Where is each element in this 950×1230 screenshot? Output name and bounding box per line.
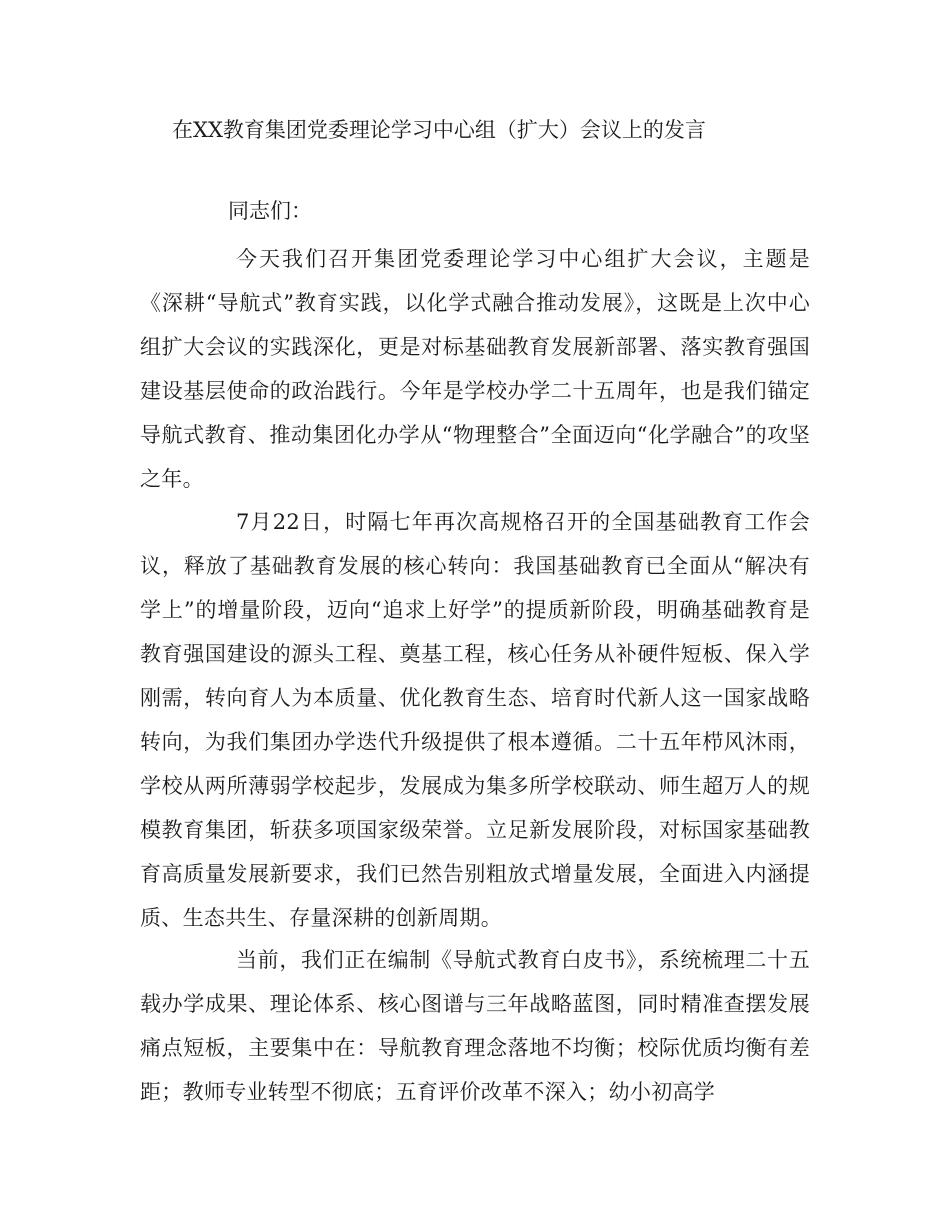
document-title: 在XX教育集团党委理论学习中心组（扩大）会议上的发言 — [172, 118, 706, 142]
salutation: 同志们： — [228, 199, 312, 223]
paragraph-1: 今天我们召开集团党委理论学习中心组扩大会议，主题是《深耕“导航式”教育实践，以化学式融合推动发展》，这既是上次中心组扩大会议的实践深化，更是对标基础教育发展新部署、落实教育强国建设基层使命的政治践行。今年是学校办学二十五周年，也是我们锚定导航式教育、推动集团化办学从“物理整合”全面迈向“化学融合”的攻坚之年。 — [140, 247, 810, 491]
paragraph-2: 7月22日，时隔七年再次高规格召开的全国基础教育工作会议，释放了基础教育发展的核心转向：我国基础教育已全面从“解决有学上”的增量阶段，迈向“追求上好学”的提质新阶段，明确基础教育是教育强国建设的源头工程、奠基工程，核心任务从补硬件短板、保入学刚需，转向育人为本质量、优化教育生态、培育时代新人这一国家战略转向，为我们集团办学迭代升级提供了根本遵循。二十五年栉风沐雨，学校从两所薄弱学校起步，发展成为集多所学校联动、师生超万人的规模教育集团，斩获多项国家级荣誉。立足新发展阶段，对标国家基础教育高质量发展新要求，我们已然告别粗放式增量发展，全面进入内涵提质、生态共生、存量深耕的创新周期。 — [140, 510, 810, 930]
paragraph-3: 当前，我们正在编制《导航式教育白皮书》，系统梳理二十五载办学成果、理论体系、核心图谱与三年战略蓝图，同时精准查摆发展痛点短板，主要集中在：导航教育理念落地不均衡；校际优质均衡有差距；教师专业转型不彻底；五育评价改革不深入；幼小初高学 — [140, 948, 810, 1104]
